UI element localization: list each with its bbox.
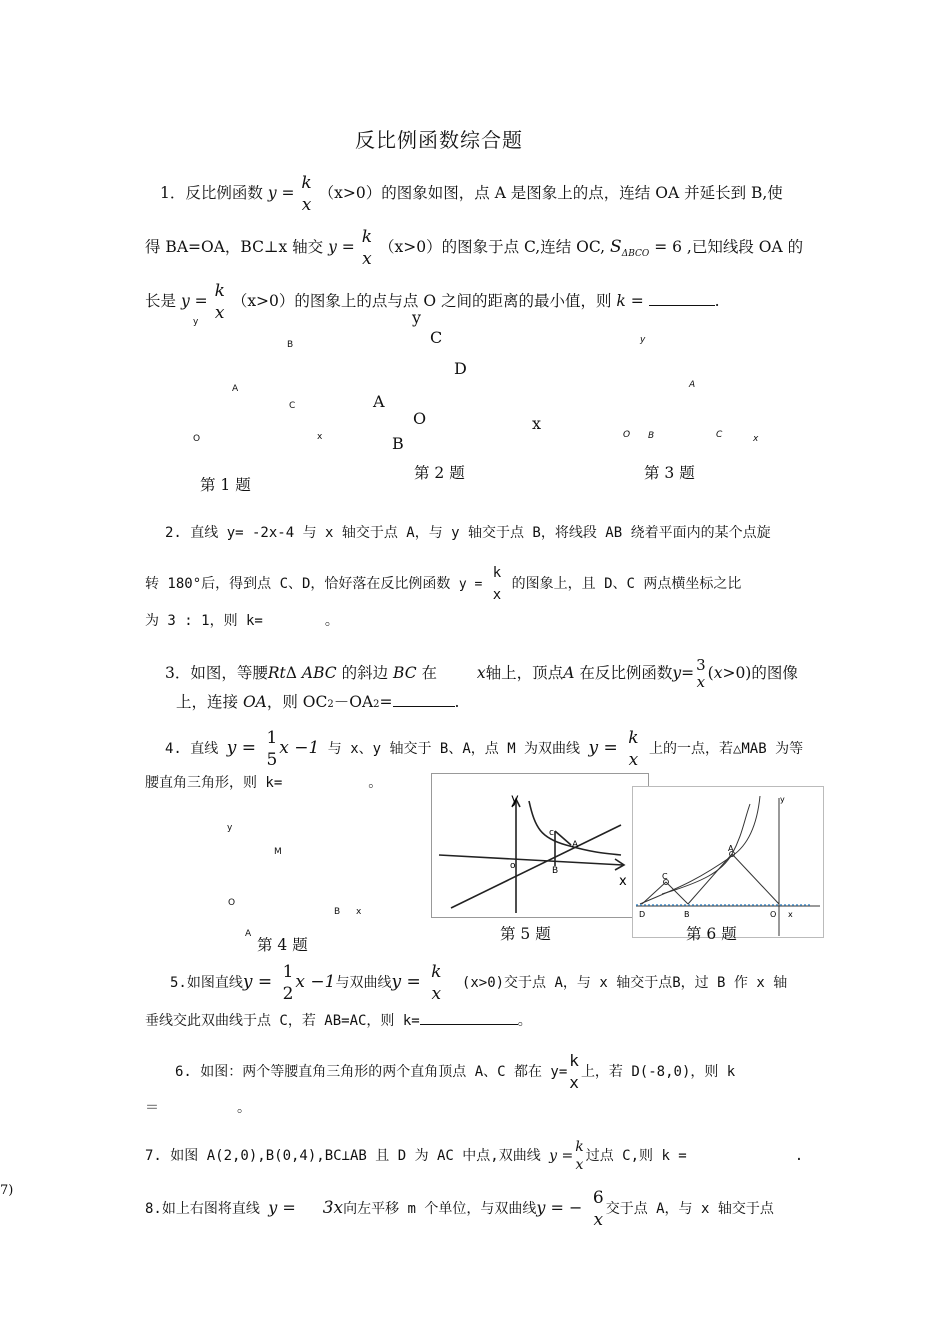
q4-text: 上的一点，若△MAB 为等 bbox=[648, 741, 804, 757]
q5-line1 bbox=[170, 961, 787, 1005]
fig3-caption: 第 3 题 bbox=[644, 464, 695, 482]
fig2-a-label: A bbox=[373, 392, 385, 411]
fig3-x-label: x bbox=[753, 434, 759, 444]
q3-text: 3．如图，等腰 bbox=[165, 664, 268, 682]
fraction-k-over-x: k x bbox=[492, 565, 502, 603]
y-equals: y = bbox=[268, 1198, 296, 1217]
q7-text: 过点 C,则 k = bbox=[585, 1148, 687, 1164]
q3-rt: Rt bbox=[267, 664, 286, 682]
fig6-d-label: D bbox=[639, 910, 646, 919]
fig5-caption: 第 5 题 bbox=[500, 925, 551, 943]
fig1-b-label: B bbox=[287, 340, 294, 350]
superscript-2: 2 bbox=[373, 699, 380, 710]
fig3-c-label: C bbox=[716, 430, 723, 440]
q1-line3 bbox=[145, 280, 720, 324]
q1-text: 得 BA=OA，BC⊥x 轴交 bbox=[145, 238, 324, 256]
q4-text: 腰直角三角形，则 k= bbox=[145, 775, 283, 791]
period: 。 bbox=[237, 1100, 251, 1116]
q8-text: 向左平移 m 个单位，与双曲线 bbox=[343, 1201, 537, 1217]
q1-text: （x>0）的图象如图，点 A 是图象上的点，连结 OA 并延长到 B,使 bbox=[318, 184, 783, 202]
q4-line1 bbox=[165, 727, 803, 771]
x-minus-1: x −1 bbox=[295, 972, 336, 992]
q6-line1 bbox=[175, 1050, 735, 1094]
fig4-b-label: B bbox=[334, 907, 341, 917]
q1-line2 bbox=[145, 226, 803, 270]
q3-line1 bbox=[165, 657, 798, 691]
fraction-1-over-5: 1 5 bbox=[266, 728, 278, 770]
q3-text: 在 bbox=[421, 664, 438, 682]
fig5-o-label: o bbox=[510, 861, 516, 871]
q8-line1 bbox=[145, 1187, 774, 1231]
y-equals: y = bbox=[458, 577, 483, 592]
q1-text: （x>0）的图象上的点与点 O 之间的距离的最小值，则 bbox=[231, 292, 612, 310]
q3-text: 在反比例函数 bbox=[579, 664, 673, 682]
q7-line1 bbox=[145, 1138, 803, 1174]
fig3-y-label: y bbox=[640, 335, 646, 345]
fraction-1-over-2: 1 2 bbox=[282, 962, 294, 1004]
fig6-o-label: O bbox=[770, 910, 777, 919]
y-equals: y= bbox=[672, 664, 695, 682]
area-value: = 6 bbox=[654, 238, 682, 256]
fraction-k-over-x: k x bbox=[214, 281, 225, 323]
fraction-3-over-x: 3 x bbox=[696, 656, 706, 691]
period: . bbox=[794, 1148, 804, 1164]
fig2-caption: 第 2 题 bbox=[414, 464, 465, 482]
fraction-k-over-x: k x bbox=[628, 728, 639, 770]
y-equals: y = bbox=[549, 1148, 574, 1164]
q3-bc: BC bbox=[393, 664, 417, 682]
area-subscript: ΔBCO bbox=[621, 249, 650, 260]
fig6-c-label: C bbox=[662, 872, 668, 881]
fraction-k-over-x: k x bbox=[569, 1051, 579, 1092]
superscript-2: 2 bbox=[327, 699, 334, 710]
paren: ( bbox=[707, 664, 714, 682]
q1-text: 1．反比例函数 bbox=[160, 184, 263, 202]
fig1-x-label: x bbox=[317, 432, 323, 442]
y-equals: y = bbox=[242, 972, 273, 992]
equals: = bbox=[379, 693, 393, 711]
fig5-y-label: y bbox=[511, 792, 519, 807]
fig4-o-label: O bbox=[228, 898, 236, 908]
fig4-m-label: M bbox=[274, 847, 282, 857]
period: 。 bbox=[324, 613, 339, 629]
fig1-c-label: C bbox=[289, 401, 296, 411]
answer-blank[interactable] bbox=[393, 706, 455, 707]
fig3-a-label: A bbox=[689, 380, 696, 390]
answer-blank[interactable] bbox=[649, 305, 715, 306]
fig2-o-label: O bbox=[413, 409, 427, 428]
q3-a: A bbox=[563, 664, 575, 682]
q1-text: 长是 bbox=[145, 292, 177, 310]
q3-text: －OA bbox=[333, 693, 374, 711]
fig4-x-label: x bbox=[356, 907, 362, 917]
fig6-caption: 第 6 题 bbox=[686, 925, 737, 943]
q2-line2 bbox=[145, 562, 741, 606]
q2-line1: 2. 直线 y= -2x-4 与 x 轴交于点 A，与 y 轴交于点 B，将线段 AB 绕着平面内的某个点旋 bbox=[165, 525, 771, 541]
fig6-a-label: A bbox=[728, 844, 734, 853]
fig6-b-label: B bbox=[684, 910, 690, 919]
fraction-k-over-x: k x bbox=[575, 1139, 584, 1173]
q2-text: 的图象上，且 D、C 两点横坐标之比 bbox=[511, 576, 742, 592]
q5-text: 5.如图直线 bbox=[170, 975, 243, 991]
q3-text: ，则 OC bbox=[266, 693, 328, 711]
fraction-k-over-x: k x bbox=[301, 173, 312, 215]
fig5-c-label: c bbox=[549, 828, 554, 838]
fraction-k-over-x: k x bbox=[431, 962, 442, 1004]
q5-text: 垂线交此双曲线于点 C，若 AB=AC，则 k= bbox=[145, 1013, 420, 1029]
q4-line2 bbox=[145, 773, 382, 793]
q3-x: x bbox=[713, 664, 723, 682]
fig3-b-label: B bbox=[648, 431, 655, 441]
answer-blank[interactable] bbox=[420, 1024, 518, 1025]
fig6-graph bbox=[632, 786, 824, 938]
q5-text: 与双曲线 bbox=[335, 975, 392, 991]
q3-oa: OA bbox=[242, 693, 267, 711]
y-equals: y = bbox=[328, 238, 355, 256]
q1-text: （x>0）的图象于点 C,连结 OC, bbox=[378, 238, 606, 256]
fig2-d-label: D bbox=[454, 359, 467, 378]
q3-line2 bbox=[176, 692, 459, 715]
q5-line2 bbox=[145, 1011, 532, 1031]
q2-text: 转 180°后，得到点 C、D，恰好落在反比例函数 bbox=[145, 576, 451, 592]
fig2-y-label: y bbox=[412, 308, 422, 327]
fig6-y-label: y bbox=[780, 795, 785, 804]
period: . bbox=[714, 292, 720, 310]
q2-text: 为 3 : 1，则 k= bbox=[145, 613, 263, 629]
x-minus-1: x −1 bbox=[279, 738, 320, 758]
fig5-b-label: B bbox=[552, 866, 559, 876]
q4-text: 与 x、y 轴交于 B、A，点 M 为双曲线 bbox=[327, 741, 581, 757]
q3-abc: ABC bbox=[301, 664, 337, 682]
fig1-o-label: O bbox=[193, 434, 201, 444]
page-title: 反比例函数综合题 bbox=[355, 128, 523, 152]
q1-text: ,已知线段 OA 的 bbox=[686, 238, 804, 256]
q5-text: (x>0)交于点 A，与 x 轴交于点B，过 B 作 x 轴 bbox=[461, 975, 788, 991]
y-equals: y = bbox=[226, 738, 256, 758]
q3-delta: Δ bbox=[285, 664, 297, 682]
q6-line2 bbox=[145, 1098, 251, 1118]
y-equals: y = bbox=[588, 738, 618, 758]
q6-text: 上，若 D(-8,0)，则 k bbox=[580, 1064, 736, 1080]
margin-mark: 7) bbox=[0, 1183, 14, 1198]
fig5-graph bbox=[431, 773, 649, 918]
q3-text: 上，连接 bbox=[176, 693, 239, 711]
q3-text: >0)的图像 bbox=[722, 664, 798, 682]
period: 。 bbox=[517, 1013, 532, 1029]
fig4-caption: 第 4 题 bbox=[257, 936, 308, 954]
three-x: 3x bbox=[322, 1198, 344, 1218]
fig2-c-label: C bbox=[430, 328, 443, 347]
y-equals: y = bbox=[180, 292, 208, 310]
fig2-b-label: B bbox=[392, 434, 404, 453]
q7-text: 7. 如图 A(2,0),B(0,4),BC⊥AB 且 D 为 AC 中点,双曲线 bbox=[145, 1148, 541, 1164]
period: 。 bbox=[368, 775, 383, 791]
q8-text: 交于点 A，与 x 轴交于点 bbox=[605, 1201, 774, 1217]
k-equals: k = bbox=[616, 292, 644, 310]
fig6-x-label: x bbox=[788, 910, 793, 919]
q8-text: 8.如上右图将直线 bbox=[145, 1201, 260, 1217]
fig1-caption: 第 1 题 bbox=[200, 476, 251, 494]
q3-text: 轴上，顶点 bbox=[485, 664, 564, 682]
q2-line3 bbox=[145, 611, 339, 631]
equals: ＝ bbox=[145, 1100, 159, 1116]
fig4-y-label: y bbox=[227, 823, 233, 833]
fig3-o-label: O bbox=[623, 430, 631, 440]
q6-text: 6. 如图：两个等腰直角三角形的两个直角顶点 A、C 都在 y= bbox=[175, 1064, 568, 1080]
q4-text: 4. 直线 bbox=[165, 741, 219, 757]
period: . bbox=[454, 693, 460, 711]
fig1-y-label: y bbox=[193, 317, 199, 327]
area-symbol: S bbox=[610, 237, 622, 257]
y-equals: y = bbox=[391, 972, 421, 992]
y-equals: y = bbox=[267, 184, 295, 202]
y-equals-negative: y = − bbox=[536, 1198, 583, 1217]
fig5-x-label: x bbox=[619, 874, 627, 889]
q3-x: x bbox=[476, 664, 486, 682]
fig1-a-label: A bbox=[232, 384, 239, 394]
fig5-a-label: A bbox=[572, 840, 579, 850]
q1-line1 bbox=[160, 172, 783, 216]
fraction-k-over-x: k x bbox=[361, 227, 373, 269]
fig2-x-label: x bbox=[532, 414, 542, 433]
q3-text: 的斜边 bbox=[341, 664, 389, 682]
fraction-6-over-x: 6 x bbox=[592, 1188, 604, 1230]
fig4-a-label: A bbox=[245, 929, 252, 939]
